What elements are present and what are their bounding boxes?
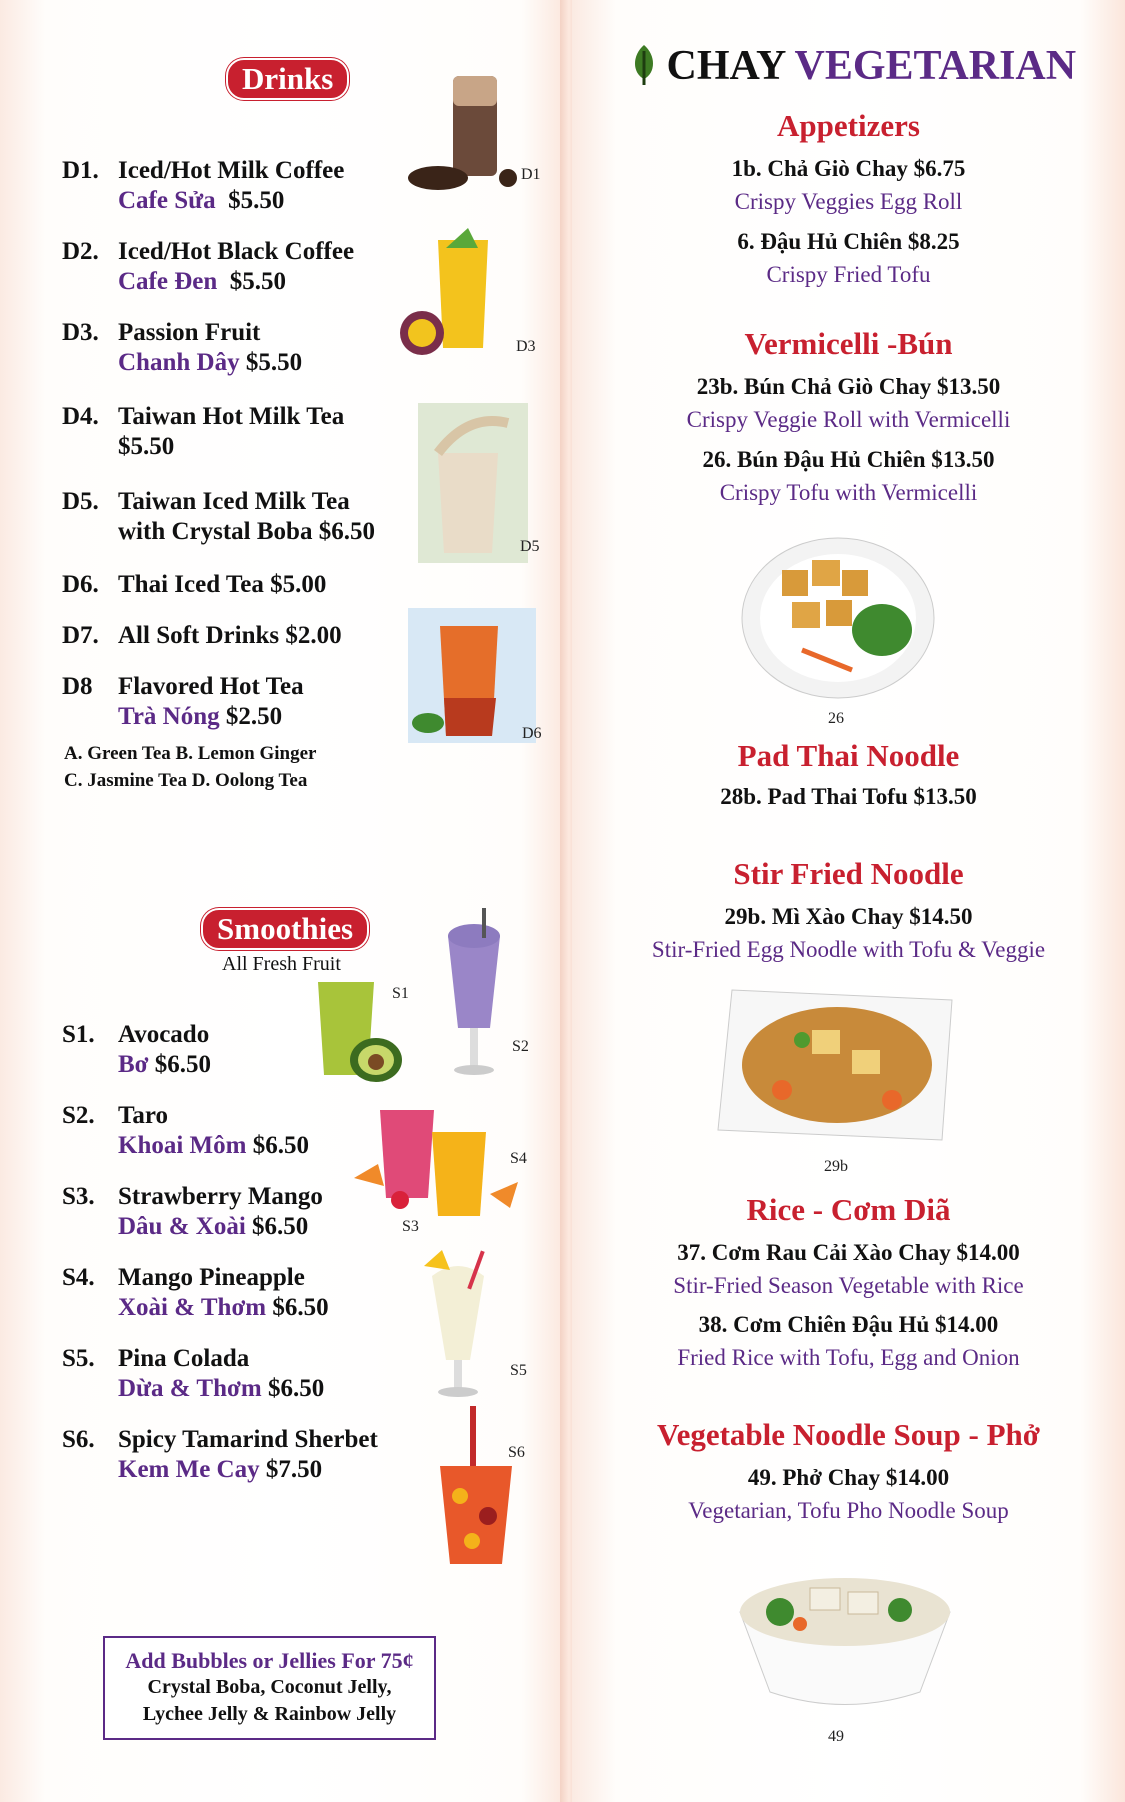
image-tag-s6: S6: [508, 1444, 525, 1461]
drink-item-d3: D3. Passion Fruit Chanh Dây $5.50: [62, 319, 303, 376]
image-tag-s4: S4: [510, 1150, 527, 1167]
vermicelli-26-desc: Crispy Tofu with Vermicelli: [719, 480, 978, 505]
stir-fried-header: Stir Fried Noodle: [733, 856, 964, 891]
stir-fried-noodle-image: [712, 980, 964, 1150]
drink-item-d2: D2. Iced/Hot Black Coffee Cafe Đen $5.50: [62, 238, 355, 295]
appetizer-6: 6. Đậu Hủ Chiên $8.25: [737, 229, 960, 254]
smoothie-item-s5: S5. Pina Colada Dừa & Thơm $6.50: [62, 1345, 325, 1402]
pina-colada-image: [418, 1250, 504, 1400]
addons-title: Add Bubbles or Jellies For 75¢: [125, 1648, 414, 1673]
milk-tea-image: [418, 403, 528, 563]
appetizer-6-desc: Crispy Fried Tofu: [766, 262, 931, 287]
tamarind-sherbet-image: [436, 1406, 516, 1566]
vegetarian-title: CHAY VEGETARIAN: [632, 42, 1076, 90]
drink-item-d6: D6. Thai Iced Tea $5.00: [62, 571, 327, 598]
smoothie-item-s6: S6. Spicy Tamarind Sherbet Kem Me Cay $7.50: [62, 1426, 378, 1483]
appetizer-1b-desc: Crispy Veggies Egg Roll: [734, 189, 963, 214]
image-tag-s5: S5: [510, 1362, 527, 1379]
milk-coffee-image: [398, 68, 528, 203]
addons-box: [103, 1636, 436, 1740]
rice-38: 38. Cơm Chiên Đậu Hủ $14.00: [698, 1312, 999, 1337]
pad-thai-header: Pad Thai Noodle: [737, 738, 960, 773]
drink-item-d4: D4. Taiwan Hot Milk Tea $5.50: [62, 403, 345, 460]
image-tag-d6: D6: [522, 725, 542, 742]
image-tag-49: 49: [828, 1728, 844, 1745]
passion-fruit-image: [398, 228, 528, 358]
drink-item-d8: D8 Flavored Hot Tea Trà Nóng $2.50: [62, 673, 304, 730]
rice-37-desc: Stir-Fried Season Vegetable with Rice: [673, 1273, 1024, 1298]
thai-tea-image: [408, 608, 536, 743]
tofu-vermicelli-image: [732, 530, 944, 700]
addons-line2: Lychee Jelly & Rainbow Jelly: [142, 1703, 397, 1725]
image-tag-d1: D1: [521, 166, 541, 183]
pad-thai-28b: 28b. Pad Thai Tofu $13.50: [720, 784, 977, 809]
stir-fried-29b-desc: Stir-Fried Egg Noodle with Tofu & Veggie: [651, 937, 1046, 962]
image-tag-26: 26: [828, 710, 844, 727]
smoothies-subtitle: All Fresh Fruit: [222, 953, 341, 975]
drink-item-d7: D7. All Soft Drinks $2.00: [62, 622, 342, 649]
leaf-icon: [632, 43, 656, 85]
image-tag-s2: S2: [512, 1038, 529, 1055]
rice-37: 37. Cơm Rau Cải Xào Chay $14.00: [677, 1240, 1020, 1265]
image-tag-d5: D5: [520, 538, 540, 555]
tea-options: A. Green Tea B. Lemon Ginger C. Jasmine Tea D. Oolong Tea: [64, 743, 317, 791]
vermicelli-23b-desc: Crispy Veggie Roll with Vermicelli: [686, 407, 1011, 432]
vegetarian-page: [572, 0, 1125, 1802]
vermicelli-header: Vermicelli -Bún: [744, 326, 953, 361]
image-tag-s1: S1: [392, 985, 409, 1002]
smoothie-item-s4: S4. Mango Pineapple Xoài & Thơm $6.50: [62, 1264, 329, 1321]
smoothie-item-s3: S3. Strawberry Mango Dâu & Xoài $6.50: [62, 1183, 323, 1240]
rice-38-desc: Fried Rice with Tofu, Egg and Onion: [677, 1345, 1020, 1370]
drink-item-d1: D1. Iced/Hot Milk Coffee Cafe Sửa $5.50: [62, 157, 345, 214]
vermicelli-26: 26. Bún Đậu Hủ Chiên $13.50: [702, 447, 995, 472]
image-tag-d3: D3: [516, 338, 536, 355]
smoothies-header: Smoothies: [201, 908, 369, 950]
image-tag-29b: 29b: [824, 1158, 848, 1175]
pho-49: 49. Phở Chay $14.00: [747, 1465, 950, 1490]
rice-header: Rice - Cơm Diã: [746, 1192, 951, 1227]
drink-item-d5: D5. Taiwan Iced Milk Tea with Crystal Boba $6.50: [62, 488, 375, 545]
drinks-header: Drinks: [226, 58, 349, 100]
smoothie-item-s2: S2. Taro Khoai Môm $6.50: [62, 1102, 309, 1159]
vermicelli-23b: 23b. Bún Chả Giò Chay $13.50: [696, 374, 1001, 399]
addons-line1: Crystal Boba, Coconut Jelly,: [147, 1676, 392, 1698]
pho-49-desc: Vegetarian, Tofu Pho Noodle Soup: [688, 1498, 1009, 1523]
taro-smoothie-image: [440, 908, 510, 1083]
pho-soup-image: [730, 1542, 960, 1717]
image-tag-s3: S3: [402, 1218, 419, 1235]
smoothie-item-s1: S1. Avocado Bơ $6.50: [62, 1021, 212, 1078]
stir-fried-29b: 29b. Mì Xào Chay $14.50: [724, 904, 973, 929]
pho-header: Vegetable Noodle Soup - Phở: [657, 1417, 1040, 1452]
appetizers-header: Appetizers: [777, 108, 920, 143]
appetizer-1b: 1b. Chả Giò Chay $6.75: [731, 156, 966, 181]
